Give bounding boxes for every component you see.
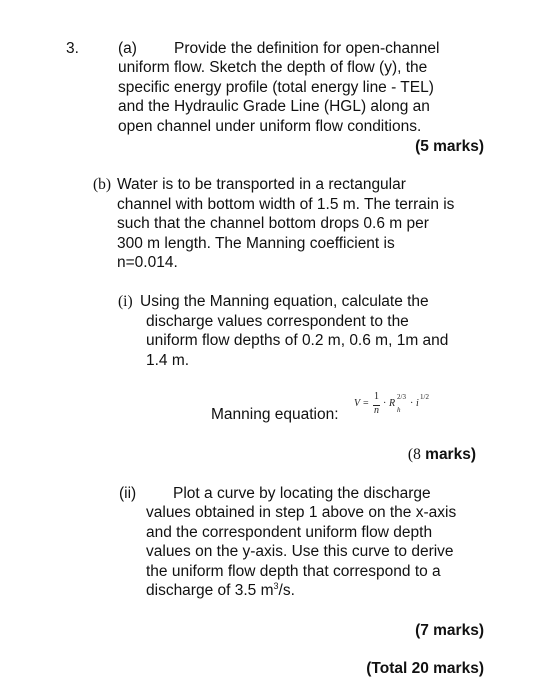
sub-i-marks-word: marks) <box>425 446 476 463</box>
part-b-line-4: 300 m length. The Manning coefficient is <box>117 235 395 252</box>
sub-i-line-2: discharge values correspondent to the <box>146 313 409 330</box>
eq-velocity-symbol: V <box>354 398 361 409</box>
sub-ii-line-3: and the correspondent uniform flow depth <box>146 524 433 541</box>
eq-slope-symbol: i <box>416 398 419 409</box>
part-a-line-1: Provide the definition for open-channel <box>174 40 440 57</box>
part-a-line-2: uniform flow. Sketch the depth of flow (y), the <box>118 59 428 76</box>
eq-dot-1: · <box>383 398 387 409</box>
eq-numerator: 1 <box>374 391 379 402</box>
sub-i-marks-number: (8 <box>407 446 421 463</box>
question-number: 3. <box>66 40 79 57</box>
sub-ii-line-2: values obtained in step 1 above on the x-axis <box>146 504 457 521</box>
sub-ii-label: (ii) <box>119 485 137 502</box>
manning-equation <box>354 392 474 422</box>
eq-radius-subscript: h <box>397 406 401 414</box>
part-b-label: (b) <box>93 176 112 193</box>
eq-denominator: n <box>374 405 379 416</box>
sub-ii-line-5: the uniform flow depth that correspond to a <box>146 563 441 580</box>
eq-slope-exponent: 1/2 <box>420 393 429 401</box>
sub-i-line-1: Using the Manning equation, calculate the <box>140 293 429 310</box>
eq-radius-exponent: 2/3 <box>397 393 406 401</box>
part-b-line-5: n=0.014. <box>117 254 178 271</box>
sub-i-line-4: 1.4 m. <box>146 352 190 369</box>
sub-ii-line-1: Plot a curve by locating the discharge <box>173 485 431 502</box>
part-b-line-1: Water is to be transported in a rectangular <box>117 176 406 193</box>
sub-ii-cubic-exponent: 3 <box>273 580 279 591</box>
part-a-line-3: specific energy profile (total energy line - TEL) <box>118 79 434 96</box>
total-marks: (Total 20 marks) <box>366 660 484 677</box>
sub-i-line-3: uniform flow depths of 0.2 m, 0.6 m, 1m and <box>146 332 449 349</box>
eq-equals: = <box>363 398 369 409</box>
part-a-line-4: and the Hydraulic Grade Line (HGL) along an <box>118 98 430 115</box>
sub-ii-line-6-text: discharge of 3.5 m <box>146 582 274 599</box>
part-b-line-2: channel with bottom width of 1.5 m. The terrain is <box>117 196 455 213</box>
part-b-line-3: such that the channel bottom drops 0.6 m per <box>117 215 429 232</box>
eq-radius-symbol: R <box>389 398 396 409</box>
sub-i-marks <box>408 445 476 465</box>
part-a-line-5: open channel under uniform flow conditions. <box>118 118 422 135</box>
manning-equation-label: Manning equation: <box>211 406 339 423</box>
eq-dot-2: · <box>410 398 414 409</box>
sub-ii-line-6-unit: /s. <box>278 582 295 599</box>
sub-ii-marks: (7 marks) <box>415 622 484 639</box>
sub-ii-line-6 <box>146 581 295 601</box>
sub-ii-line-4: values on the y-axis. Use this curve to derive <box>146 543 454 560</box>
part-a-marks: (5 marks) <box>415 138 484 155</box>
sub-i-label: (i) <box>118 293 133 310</box>
part-a-label: (a) <box>118 40 137 57</box>
